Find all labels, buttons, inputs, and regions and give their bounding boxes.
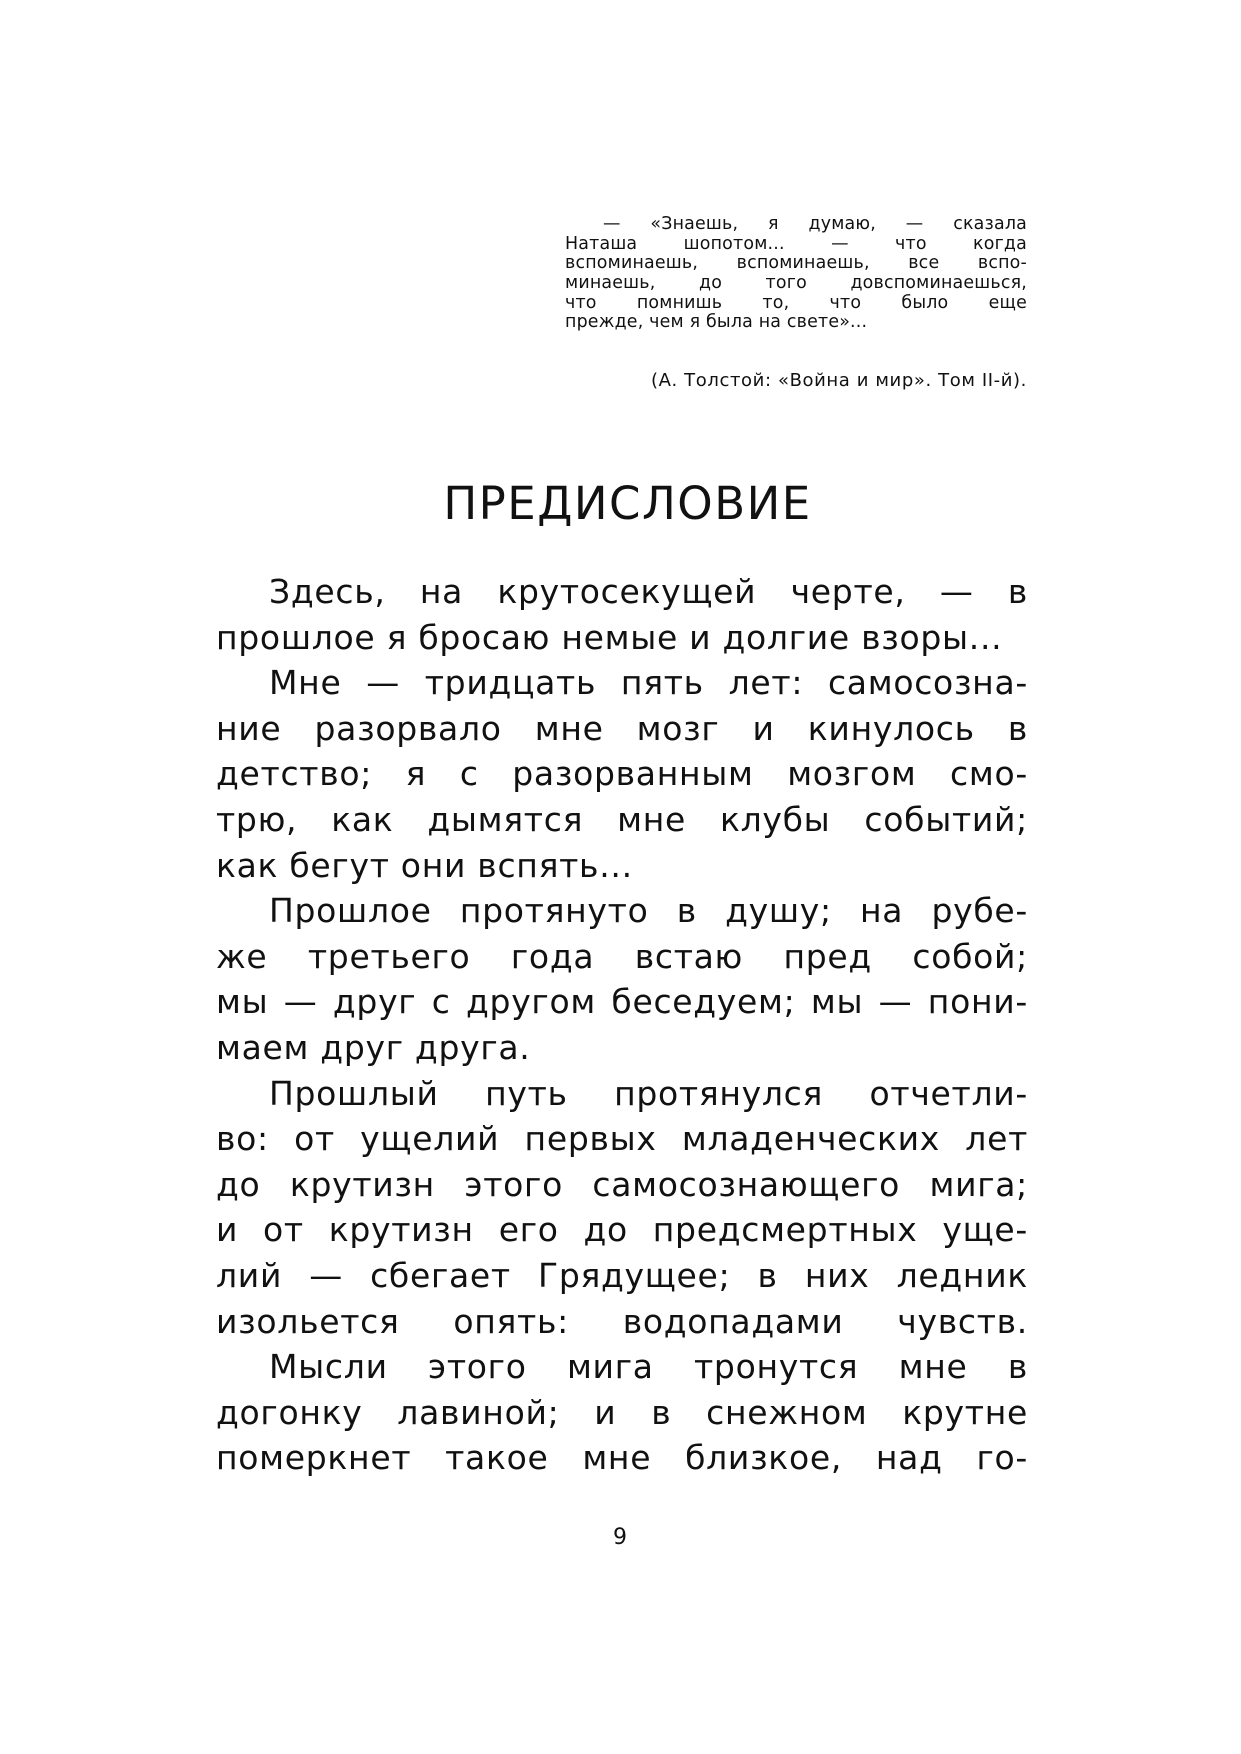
body-line: трю, как дымятся мне клубы событий; bbox=[216, 799, 1028, 839]
body-line: же третьего года встаю пред собой; bbox=[216, 936, 1028, 976]
epigraph-line: вспоминаешь, вспоминаешь, все вспо- bbox=[565, 253, 1027, 274]
body-line: померкнет такое мне близкое, над го- bbox=[216, 1438, 1028, 1478]
epigraph bbox=[565, 215, 1027, 333]
body-line: маем друг друга. bbox=[216, 1027, 531, 1067]
body-line: прошлое я бросаю немые и долгие взоры... bbox=[216, 617, 1003, 657]
body-line: Прошлое протянуто в душу; на рубе- bbox=[269, 891, 1028, 931]
body-text bbox=[216, 569, 1028, 1481]
page-number: 9 bbox=[613, 1525, 627, 1550]
body-line: лий — сбегает Грядущее; в них ледник bbox=[216, 1255, 1028, 1295]
body-line: изольется опять: водопадами чувств. bbox=[216, 1301, 1028, 1341]
epigraph-line: Наташа шопотом... — что когда bbox=[565, 233, 1027, 254]
body-line: Мысли этого мига тронутся мне в bbox=[269, 1347, 1028, 1387]
body-line: до крутизн этого самосознающего мига; bbox=[216, 1164, 1028, 1204]
epigraph-line: — «Знаешь, я думаю, — сказала bbox=[603, 214, 1027, 234]
body-line: ние разорвало мне мозг и кинулось в bbox=[216, 708, 1028, 748]
body-line: во: от ущелий первых младенческих лет bbox=[216, 1119, 1028, 1159]
body-line: и от крутизн его до предсмертных уще- bbox=[216, 1210, 1028, 1250]
body-line: как бегут они вспять... bbox=[216, 845, 633, 885]
body-line: мы — друг с другом беседуем; мы — пони- bbox=[216, 982, 1028, 1022]
body-line: Мне — тридцать пять лет: самосозна- bbox=[269, 663, 1028, 703]
chapter-title: ПРЕДИСЛОВИЕ bbox=[443, 477, 812, 530]
body-line: догонку лавиной; и в снежном крутне bbox=[216, 1392, 1028, 1432]
body-line: Прошлый путь протянулся отчетли- bbox=[269, 1073, 1028, 1113]
epigraph-line: что помнишь то, что было еще bbox=[565, 292, 1027, 313]
body-line: детство; я с разорванным мозгом смо- bbox=[216, 754, 1028, 794]
body-line: Здесь, на крутосекущей черте, — в bbox=[269, 572, 1028, 611]
epigraph-attribution: (А. Толстой: «Война и мир». Том II-й). bbox=[650, 370, 1027, 391]
epigraph-line: минаешь, до того довспоминаешься, bbox=[565, 273, 1027, 294]
epigraph-line: прежде, чем я была на свете»... bbox=[565, 312, 868, 333]
